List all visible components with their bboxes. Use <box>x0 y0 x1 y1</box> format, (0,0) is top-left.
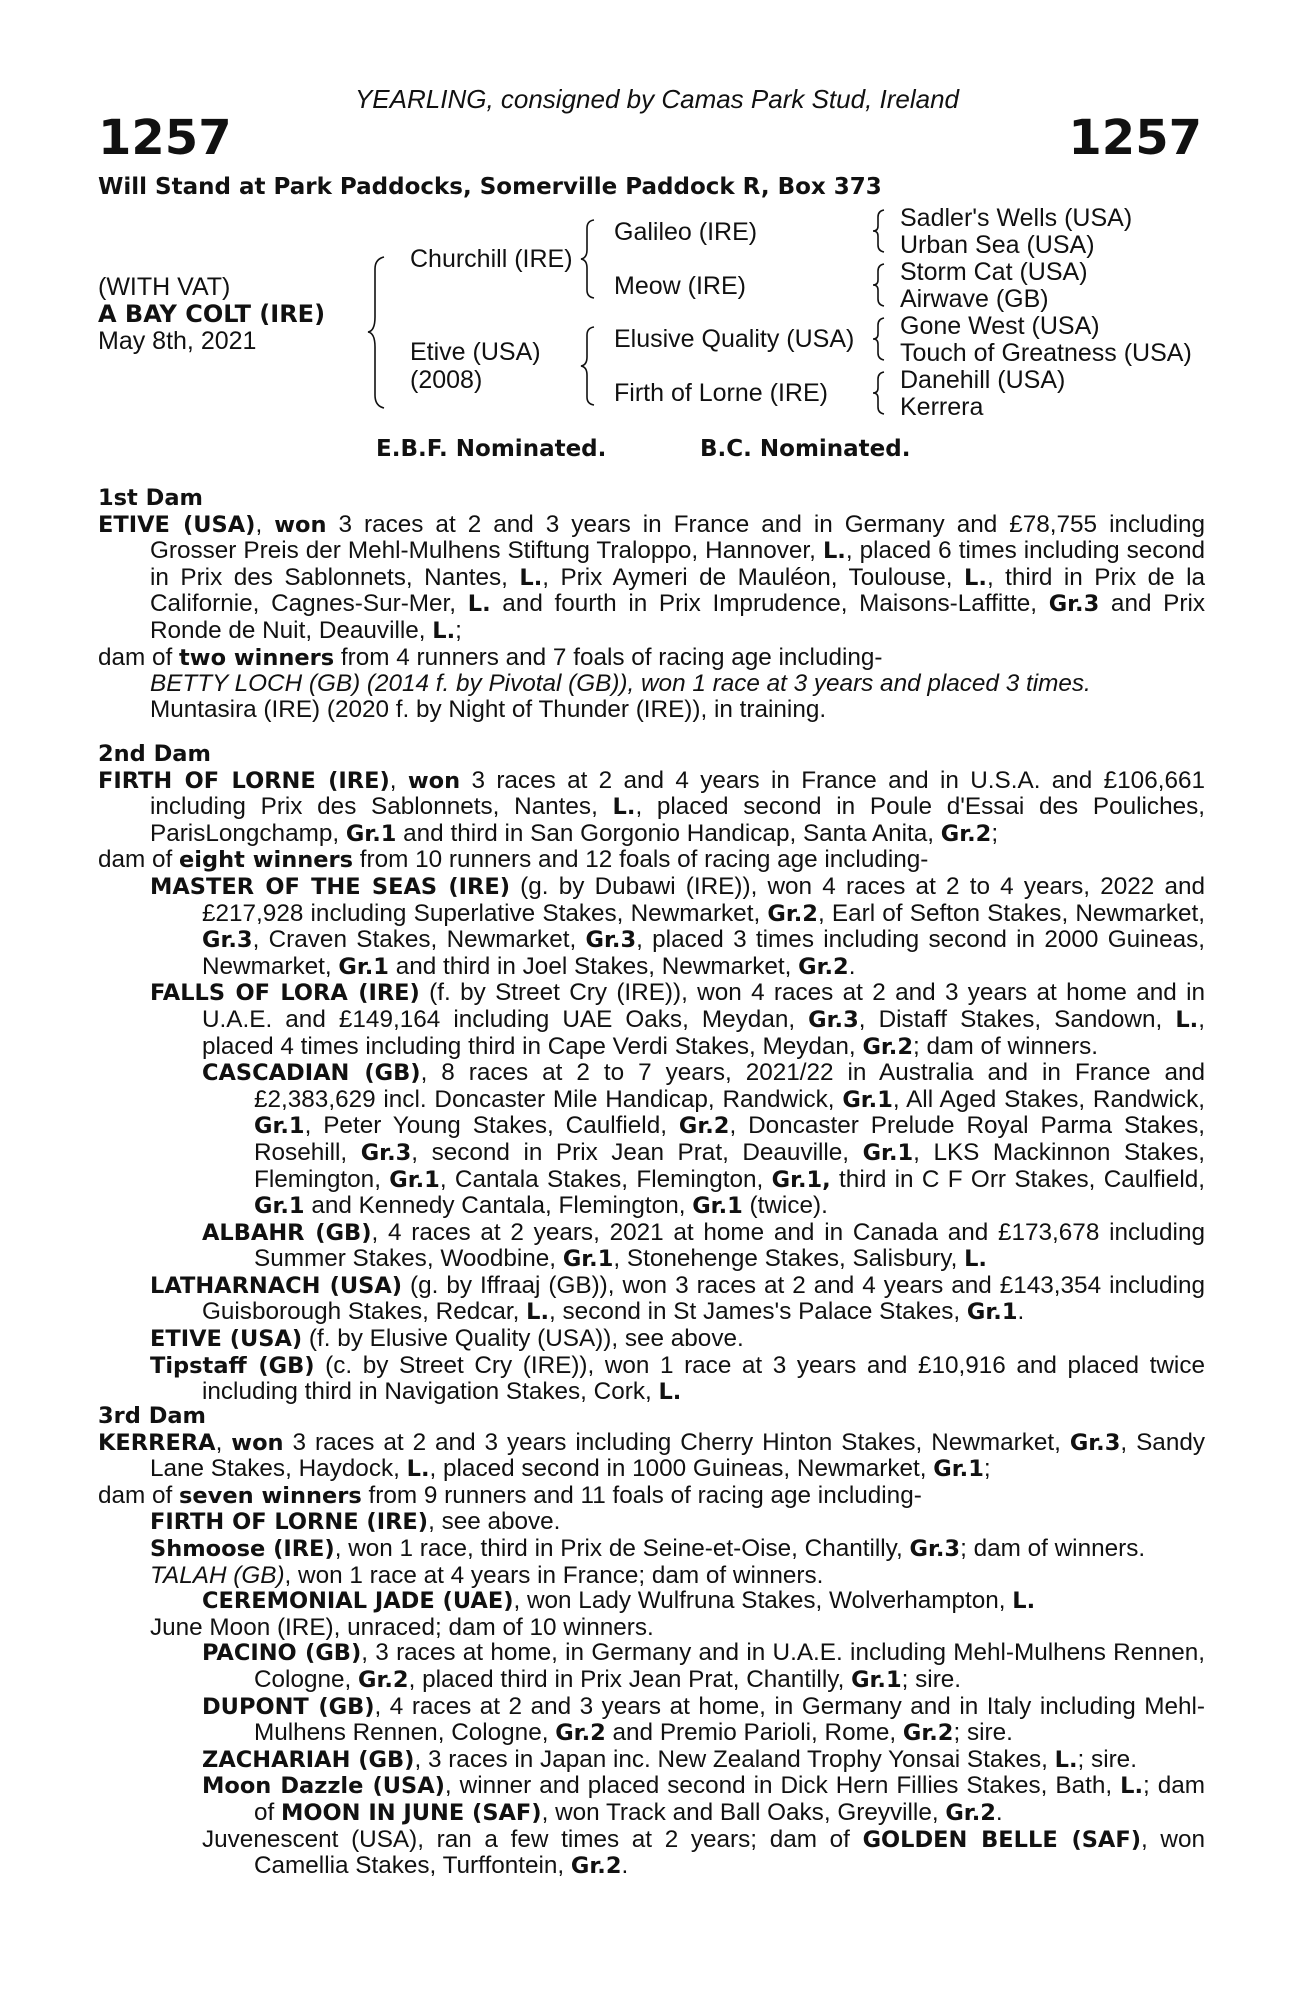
pedigree-dam-dam: Firth of Lorne (IRE) <box>614 379 828 407</box>
pedigree-g3-7: Danehill (USA) <box>900 366 1066 394</box>
june-moon-entry: June Moon (IRE), unraced; dam of 10 winners. <box>150 1613 654 1641</box>
pedigree-g3-5: Gone West (USA) <box>900 312 1100 340</box>
juvenescent-entry: Juvenescent (USA), ran a few times at 2 years; dam of GOLDEN BELLE (SAF), won Camellia Stakes, Turffontein, Gr.2. <box>202 1825 1205 1880</box>
dupont-entry: DUPONT (GB), 4 races at 2 and 3 years at home, in Germany and in Italy including Mehl-Mulhens Rennen, Cologne, Gr.2 and Premio Parioli, Rome, Gr.2; sire. <box>202 1692 1205 1747</box>
bc-nomination: B.C. Nominated. <box>700 436 911 462</box>
subject-name: A BAY COLT (IRE) <box>98 300 326 328</box>
pedigree-bracket-firth <box>873 370 889 416</box>
first-dam-record: ETIVE (USA), won 3 races at 2 and 3 years in France and in Germany and £78,755 including Grosser Preis der Mehl-Mulhens Stiftung Traloppo, Hannover, L., placed 6 times including second in Prix des Sablonnets, Nantes, L., Prix Aymeri de Mauléon, Toulouse, L., third in Prix de la Californie, Cagnes-Sur-Mer, L. and fourth in Prix Imprudence, Maisons-Laffitte, Gr.3 and Prix Ronde de Nuit, Deauville, L.; <box>98 510 1205 644</box>
subject-dob: May 8th, 2021 <box>98 327 257 355</box>
second-dam-section <box>98 742 1205 1406</box>
pedigree-sire-sire: Galileo (IRE) <box>614 218 758 246</box>
pedigree-g3-2: Urban Sea (USA) <box>900 231 1095 259</box>
pedigree-g3-1: Sadler's Wells (USA) <box>900 204 1133 232</box>
pedigree-bracket-elusive <box>873 316 889 362</box>
moon-dazzle-entry: Moon Dazzle (USA), winner and placed second in Dick Hern Fillies Stakes, Bath, L.; dam of MOON IN JUNE (SAF), won Track and Ball Oaks, Greyville, Gr.2. <box>202 1772 1206 1826</box>
vat-note: (WITH VAT) <box>98 273 231 301</box>
pedigree-dam-sire: Elusive Quality (USA) <box>614 325 855 353</box>
shmoose-entry: Shmoose (IRE), won 1 race, third in Prix de Seine-et-Oise, Chantilly, Gr.3; dam of winners. <box>150 1534 1146 1562</box>
pedigree-bracket-main <box>370 255 390 410</box>
first-dam-section <box>98 486 1205 722</box>
pedigree-g3-6: Touch of Greatness (USA) <box>900 339 1192 367</box>
pedigree-dam: Etive (USA) <box>410 338 541 366</box>
lot-number-left: 1257 <box>98 110 232 166</box>
latharnach-entry: LATHARNACH (USA) (g. by Iffraaj (GB)), won 3 races at 2 and 4 years and £143,354 including Guisborough Stakes, Redcar, L., second in St James's Palace Stakes, Gr.1. <box>150 1271 1205 1326</box>
albahr-entry: ALBAHR (GB), 4 races at 2 years, 2021 at home and in Canada and £173,678 including Summer Stakes, Woodbine, Gr.1, Stonehenge Stakes, Salisbury, L. <box>202 1218 1205 1273</box>
pedigree-g3-8: Kerrera <box>900 393 984 421</box>
master-of-the-seas-entry: MASTER OF THE SEAS (IRE) (g. by Dubawi (IRE)), won 4 races at 2 to 4 years, 2022 and £217,928 including Superlative Stakes, Newmarket, Gr.2, Earl of Sefton Stakes, Newmarket, Gr.3, Craven Stakes, Newmarket, Gr.3, placed 3 times including second in 2000 Guineas, Newmarket, Gr.1 and third in Joel Stakes, Newmarket, Gr.2. <box>150 872 1205 980</box>
second-dam-record: FIRTH OF LORNE (IRE), won 3 races at 2 and 4 years in France and in U.S.A. and £106,661 including Prix des Sablonnets, Nantes, L., placed second in Poule d'Essai des Pouliches, ParisLongchamp, Gr.1 and third in San Gorgonio Handicap, Santa Anita, Gr.2; <box>98 766 1205 847</box>
third-dam-section <box>98 1404 1205 1880</box>
cascadian-entry: CASCADIAN (GB), 8 races at 2 to 7 years, 2021/22 in Australia and in France and £2,383,629 incl. Doncaster Mile Handicap, Randwick, Gr.1, All Aged Stakes, Randwick, Gr.1, Peter Young Stakes, Caulfield, Gr.2, Doncaster Prelude Royal Parma Stakes, Rosehill, Gr.3, second in Prix Jean Prat, Deauville, Gr.1, LKS Mackinnon Stakes, Flemington, Gr.1, Cantala Stakes, Flemington, Gr.1, third in C F Orr Stakes, Caulfield, Gr.1 and Kennedy Cantala, Flemington, Gr.1 (twice). <box>202 1059 1206 1220</box>
second-dam-heading: 2nd Dam <box>98 741 211 767</box>
talah-entry: TALAH (GB), won 1 race at 4 years in France; dam of winners. <box>150 1561 824 1589</box>
falls-of-lora-entry: FALLS OF LORA (IRE) (f. by Street Cry (IRE)), won 4 races at 2 and 3 years at home and in U.A.E. and £149,164 including UAE Oaks, Meydan, Gr.3, Distaff Stakes, Sandown, L., placed 4 times including third in Cape Verdi Stakes, Meydan, Gr.2; dam of winners. <box>150 979 1205 1060</box>
second-dam-produce: dam of eight winners from 10 runners and 12 foals of racing age including- <box>98 846 929 874</box>
ebf-nomination: E.B.F. Nominated. <box>376 436 607 462</box>
pedigree-bracket-meow <box>873 262 889 308</box>
firth-of-lorne-entry: FIRTH OF LORNE (IRE), see above. <box>150 1508 561 1536</box>
pedigree-dam-year: (2008) <box>410 366 483 394</box>
lot-number-right: 1257 <box>1068 110 1202 166</box>
zachariah-entry: ZACHARIAH (GB), 3 races in Japan inc. New Zealand Trophy Yonsai Stakes, L.; sire. <box>202 1745 1137 1773</box>
stand-location: Will Stand at Park Paddocks, Somerville Paddock R, Box 373 <box>98 174 882 200</box>
first-dam-foal-1: BETTY LOCH (GB) (2014 f. by Pivotal (GB)), won 1 race at 3 years and placed 3 times. <box>150 670 1091 698</box>
pacino-entry: PACINO (GB), 3 races at home, in Germany and in U.A.E. including Mehl-Mulhens Rennen, Cologne, Gr.2, placed third in Prix Jean Prat, Chantilly, Gr.1; sire. <box>202 1639 1205 1693</box>
pedigree-bracket-galileo <box>873 208 889 254</box>
first-dam-foal-2: Muntasira (IRE) (2020 f. by Night of Thunder (IRE)), in training. <box>150 695 827 723</box>
pedigree-g3-4: Airwave (GB) <box>900 285 1049 313</box>
first-dam-heading: 1st Dam <box>98 485 203 511</box>
pedigree-bracket-dam <box>582 325 602 407</box>
tipstaff-entry: Tipstaff (GB) (c. by Street Cry (IRE)), won 1 race at 3 years and £10,916 and placed twice including third in Navigation Stakes, Cork, L. <box>150 1351 1205 1406</box>
third-dam-record: KERRERA, won 3 races at 2 and 3 years including Cherry Hinton Stakes, Newmarket, Gr.3, Sandy Lane Stakes, Haydock, L., placed second in 1000 Guineas, Newmarket, Gr.1; <box>98 1428 1205 1483</box>
third-dam-produce: dam of seven winners from 9 runners and 11 foals of racing age including- <box>98 1481 922 1509</box>
ceremonial-jade-entry: CEREMONIAL JADE (UAE), won Lady Wulfruna Stakes, Wolverhampton, L. <box>202 1587 1036 1615</box>
etive-entry: ETIVE (USA) (f. by Elusive Quality (USA)), see above. <box>150 1325 744 1353</box>
first-dam-produce: dam of two winners from 4 runners and 7 foals of racing age including- <box>98 643 883 671</box>
pedigree-sire: Churchill (IRE) <box>410 245 573 273</box>
pedigree-g3-3: Storm Cat (USA) <box>900 258 1088 286</box>
pedigree-bracket-sire <box>582 218 602 300</box>
pedigree-sire-dam: Meow (IRE) <box>614 272 746 300</box>
third-dam-heading: 3rd Dam <box>98 1403 206 1429</box>
consignment-line: YEARLING, consigned by Camas Park Stud, Ireland <box>354 84 960 114</box>
